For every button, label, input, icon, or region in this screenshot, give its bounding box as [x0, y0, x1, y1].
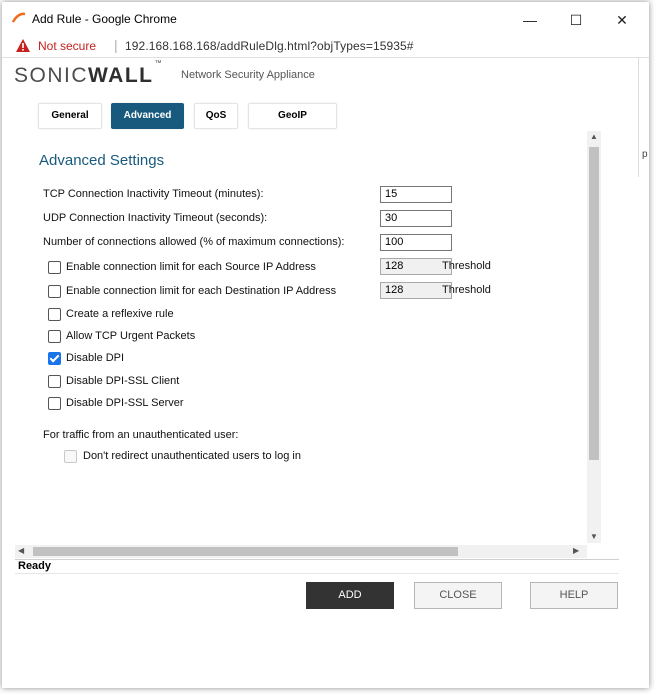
logo-wall: WALL — [88, 64, 154, 87]
logo-trademark: ™ — [154, 60, 163, 67]
scroll-left-arrow-icon[interactable]: ◀ — [18, 546, 25, 555]
not-secure-label[interactable]: Not secure — [38, 39, 97, 53]
no-redirect-checkbox[interactable] — [64, 450, 77, 463]
title-bar — [2, 2, 649, 35]
source-ip-limit-checkbox[interactable] — [48, 261, 61, 274]
disable-dpi-ssl-client-checkbox[interactable] — [48, 375, 61, 388]
url-text[interactable]: 192.168.168.168/addRuleDlg.html?objTypes=15935# — [125, 39, 414, 53]
disable-dpi-ssl-server-checkbox[interactable] — [48, 397, 61, 410]
minimize-button[interactable]: — — [523, 12, 537, 28]
status-text: Ready — [18, 560, 52, 572]
disable-dpi-ssl-client-label: Disable DPI-SSL Client — [66, 375, 180, 387]
source-ip-limit-label: Enable connection limit for each Source IP Address — [66, 261, 316, 273]
destination-ip-limit-label: Enable connection limit for each Destination IP Address — [66, 285, 337, 297]
connections-allowed-label: Number of connections allowed (% of maximum connections): — [43, 236, 345, 248]
disable-dpi-label: Disable DPI — [66, 352, 125, 364]
destination-ip-limit-checkbox[interactable] — [48, 285, 61, 298]
destination-ip-threshold-label: Threshold — [442, 284, 491, 296]
warning-icon — [16, 39, 30, 52]
source-ip-threshold-label: Threshold — [442, 260, 491, 272]
section-title: Advanced Settings — [39, 152, 165, 169]
source-ip-threshold-input[interactable]: 128 — [380, 258, 452, 275]
add-button[interactable]: ADD — [306, 582, 394, 609]
close-button[interactable]: CLOSE — [414, 582, 502, 609]
sonicwall-favicon-icon — [12, 12, 26, 24]
unauthenticated-heading: For traffic from an unauthenticated user: — [43, 429, 239, 441]
sonicwall-logo — [14, 60, 163, 88]
scroll-right-arrow-icon[interactable]: ▶ — [573, 546, 580, 555]
no-redirect-label: Don't redirect unauthenticated users to log in — [83, 450, 301, 462]
close-window-button[interactable]: ✕ — [616, 12, 628, 28]
logo-sonic: SONIC — [14, 64, 89, 87]
status-bar — [15, 559, 619, 574]
tab-qos[interactable]: QoS — [194, 103, 238, 129]
maximize-button[interactable]: ☐ — [569, 12, 583, 28]
tab-general[interactable]: General — [38, 103, 102, 129]
udp-timeout-input[interactable]: 30 — [380, 210, 452, 227]
window-title: Add Rule - Google Chrome — [32, 12, 177, 26]
connections-allowed-input[interactable]: 100 — [380, 234, 452, 251]
background-page-edge — [638, 57, 650, 177]
tcp-urgent-checkbox[interactable] — [48, 330, 61, 343]
app-name: Network Security Appliance — [181, 69, 315, 81]
reflexive-rule-label: Create a reflexive rule — [66, 308, 174, 320]
address-separator: | — [114, 37, 118, 53]
address-bar[interactable] — [2, 35, 649, 58]
scroll-down-arrow-icon[interactable]: ▼ — [590, 532, 598, 541]
help-button[interactable]: HELP — [530, 582, 618, 609]
background-page-fragment: p — [642, 149, 648, 160]
destination-ip-threshold-input[interactable]: 128 — [380, 282, 452, 299]
horizontal-scroll-thumb[interactable] — [33, 547, 458, 556]
scroll-up-arrow-icon[interactable]: ▲ — [590, 132, 598, 141]
tcp-timeout-input[interactable]: 15 — [380, 186, 452, 203]
tcp-timeout-label: TCP Connection Inactivity Timeout (minutes): — [43, 188, 264, 200]
tab-advanced[interactable]: Advanced — [111, 103, 184, 129]
tcp-urgent-label: Allow TCP Urgent Packets — [66, 330, 196, 342]
disable-dpi-ssl-server-label: Disable DPI-SSL Server — [66, 397, 184, 409]
vertical-scroll-thumb[interactable] — [589, 147, 599, 460]
udp-timeout-label: UDP Connection Inactivity Timeout (seconds): — [43, 212, 268, 224]
chrome-window — [2, 2, 649, 688]
disable-dpi-checkbox[interactable] — [48, 352, 61, 365]
reflexive-rule-checkbox[interactable] — [48, 308, 61, 321]
tab-geoip[interactable]: GeoIP — [248, 103, 337, 129]
